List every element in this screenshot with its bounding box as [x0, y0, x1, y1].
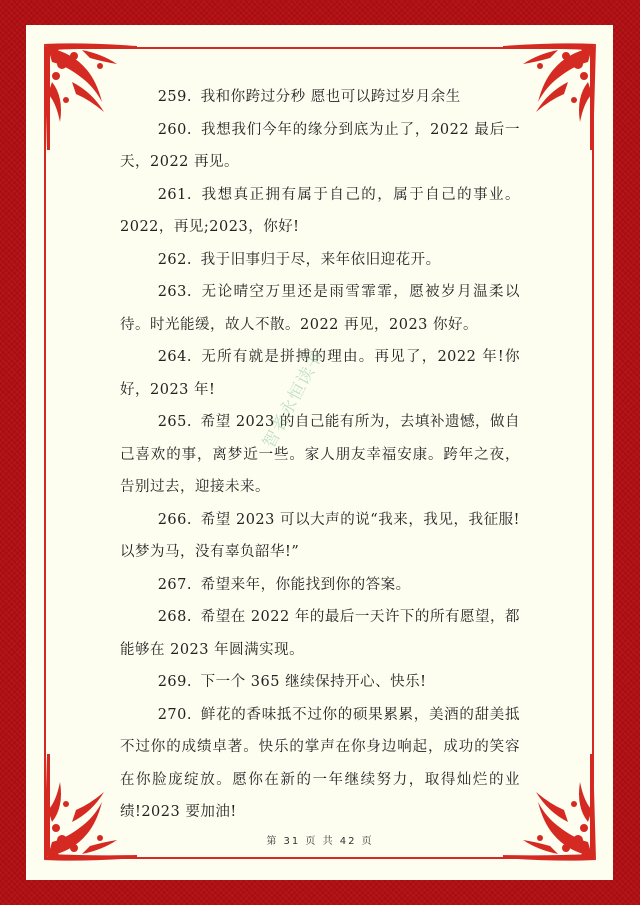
entry-text: 希望 2023 可以大声的说“我来，我见，我征服!以梦为马，没有辜负韶华!”: [120, 511, 520, 560]
entry-number: 267.: [157, 576, 192, 593]
list-item: [120, 276, 520, 341]
entry-text: 我想真正拥有属于自己的，属于自己的事业。2022，再见;2023，你好!: [120, 186, 520, 235]
document-body: [120, 81, 520, 829]
entry-number: 270.: [157, 706, 192, 723]
entry-number: 260.: [157, 121, 192, 138]
list-item: [120, 601, 520, 666]
list-item: [120, 179, 520, 244]
entry-text: 鲜花的香味抵不过你的硕果累累，美酒的甜美抵不过你的成绩卓著。快乐的掌声在你身边响起，成功的笑容在你脸庞绽放。愿你在新的一年继续努力，取得灿烂的业绩!2023 要加油!: [120, 706, 520, 820]
list-item: [120, 244, 520, 277]
entry-text: 希望 2023 的自己能有所为，去填补遗憾，做自己喜欢的事，离梦近一些。家人朋友幸福安康。跨年之夜，告别过去，迎接未来。: [120, 414, 520, 495]
entry-text: 下一个 365 继续保持开心、快乐!: [200, 674, 427, 690]
entry-number: 268.: [157, 609, 192, 625]
list-item: [120, 341, 520, 406]
list-item: [120, 114, 520, 179]
entry-text: 我于旧事归于尽，来年依旧迎花开。: [200, 251, 441, 268]
entry-text: 我和你跨过分秒 愿也可以跨过岁月余生: [200, 89, 461, 105]
entry-number: 261.: [157, 186, 192, 203]
list-item: [120, 569, 520, 602]
page-number-footer: 第 31 页 共 42 页: [266, 836, 374, 847]
entry-number: 266.: [157, 511, 192, 528]
entry-number: 263.: [157, 284, 192, 300]
entry-number: 264.: [157, 349, 192, 365]
entry-text: 希望在 2022 年的最后一天许下的所有愿望，都能够在 2023 年圆满实现。: [120, 609, 520, 658]
list-item: [120, 504, 520, 569]
entry-number: 259.: [157, 89, 192, 105]
entry-number: 269.: [157, 674, 192, 690]
entry-text: 无所有就是拼搏的理由。再见了，2022 年!你好，2023 年!: [120, 349, 520, 398]
entry-number: 262.: [157, 251, 192, 268]
entry-number: 265.: [157, 414, 192, 430]
entry-text: 无论晴空万里还是雨雪霏霏，愿被岁月温柔以待。时光能缓，故人不散。2022 再见，2023 你好。: [120, 284, 520, 333]
watermark: 智者永恒读书: [259, 346, 328, 452]
list-item: [120, 406, 520, 504]
list-item: [120, 666, 520, 699]
entry-text: 希望来年，你能找到你的答案。: [200, 576, 411, 593]
list-item: [120, 699, 520, 829]
list-item: [120, 81, 520, 114]
entry-text: 我想我们今年的缘分到底为止了，2022 最后一天，2022 再见。: [120, 121, 520, 170]
